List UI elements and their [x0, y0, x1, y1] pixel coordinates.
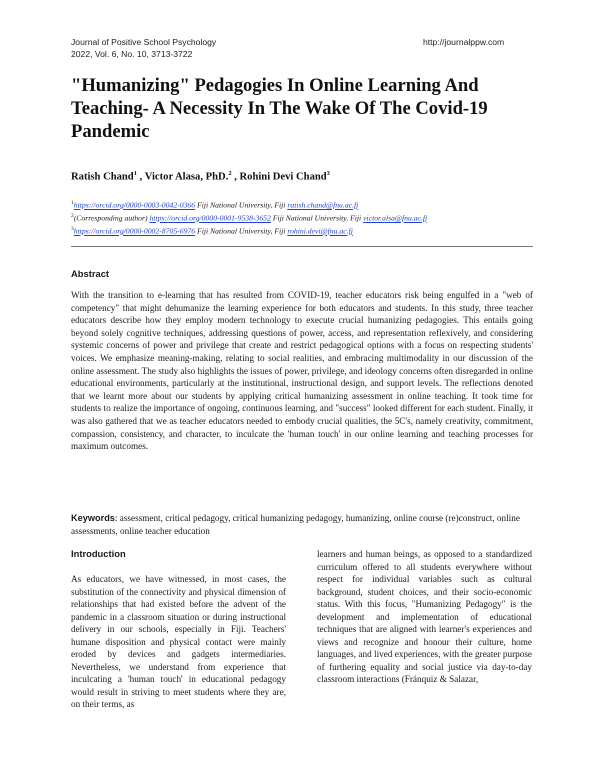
orcid-link-1[interactable]: https://orcid.org/0000-0003-0042-0366 — [73, 200, 196, 210]
author-2-sup: 2 — [228, 170, 232, 177]
abstract-heading: Abstract — [71, 268, 110, 279]
author-list — [71, 170, 330, 183]
author-1: Ratish Chand — [71, 171, 134, 183]
keywords-label: Keywords — [71, 513, 115, 523]
journal-url[interactable]: http://journalppw.com — [423, 37, 505, 47]
section-divider — [71, 246, 533, 247]
keywords-text: : assessment, critical pedagogy, critical humanizing pedagogy, humanizing, online course (re)construct, online assessments, online teacher education — [71, 513, 520, 536]
author-separator: , — [231, 171, 240, 183]
orcid-link-2[interactable]: https://orcid.org/0000-0001-9538-3652 — [149, 213, 271, 223]
affiliation-2 — [71, 211, 427, 224]
paper-title: "Humanizing" Pedagogies In Online Learning And Teaching- A Necessity In The Wake Of The Covid-19 Pandemic — [71, 75, 488, 142]
affiliation-2-prefix: (Corresponding author) — [73, 213, 150, 223]
affiliations — [71, 198, 427, 237]
abstract-text: With the transition to e-learning that has resulted from COVID-19, teacher educators risk being engulfed in a "web of competency" that might dehumanize the learning experience for both educators and students. In this study, three teacher educators describe how they employ modern technology to execute crucial humanizing pedagogies. This entails going beyond solely cognitive techniques, addressing questions of power, access, and representation reflexively, and considering systemic concerns of power and privilege that create and restrict pedagogical options with a focus on respecting students' voices. We emphasize meaning-making, relating to social realities, and embracing multimodality in our discussion of the online assessment. The study also highlights the issues of power, privilege, and ideology concerns often disregarded in online educational environments, particularly at the institutional, instructional design, and support levels. The reflections denoted that we learnt more about our students by applying critical humanizing assessment in online teaching. It took time for students to realize the importance of ongoing, continuous learning, and "success" looked different for each student. Finally, it was also gathered that we as teacher educators needed to embody crucial qualities, the 5C's, namely creativity, commitment, compassion, consistency, and character, to inculcate the 'human touch' in our online learning and teaching processes for maximum outcomes. — [71, 290, 533, 452]
affiliation-3-sup: 3 — [71, 225, 74, 232]
journal-issue: 2022, Vol. 6, No. 10, 3713-3722 — [71, 49, 193, 59]
affiliation-3-institution: Fiji National University, Fiji — [195, 226, 288, 236]
introduction-heading: Introduction — [71, 548, 126, 559]
email-link-1[interactable]: ratish.chand@fnu.ac.fj — [287, 200, 359, 210]
affiliation-2-sup: 2 — [71, 212, 74, 219]
affiliation-1 — [71, 198, 427, 211]
email-link-3[interactable]: rohini.devi@fnu.ac.fj — [287, 226, 353, 236]
affiliation-3 — [71, 224, 427, 237]
author-3-sup: 3 — [326, 170, 330, 177]
author-separator: , — [136, 171, 145, 183]
orcid-link-3[interactable]: https://orcid.org/0000-0002-8705-6976 — [73, 226, 196, 236]
author-3: Rohini Devi Chand — [239, 171, 327, 183]
affiliation-1-institution: Fiji National University, Fiji — [195, 200, 288, 210]
introduction-right-column: learners and human beings, as opposed to a standardized curriculum offered to all students everywhere without respect for individual variables such as cultural background, student choices, and their socio-economic status. With this focus, "Humanizing Pedagogy" is the development and implementation of educational techniques that are aligned with learner's experiences and views and recognize and honour their culture, home languages, and lived experiences, with the greater purpose of furthering equality and social justice via day-to-day classroom interactions (Fránquiz & Salazar, — [317, 549, 532, 684]
affiliation-2-institution: Fiji National University, Fiji — [270, 213, 364, 223]
author-1-sup: 1 — [133, 170, 137, 177]
introduction-left-column: As educators, we have witnessed, in most cases, the substitution of the connectivity and physical dimension of relationships that had existed before the advent of the pandemic in a classroom situation or during instructional delivery in our schools, especially in Fiji. Teachers' humane disposition and physical contact were mainly eroded by devices and gadgets intermediaries. Nevertheless, we understand from experience that inculcating a 'human touch' in educational pedagogy would result in striving to meet students where they are, on their terms, as — [71, 574, 286, 709]
journal-header — [71, 36, 216, 60]
keywords — [71, 512, 533, 537]
journal-name: Journal of Positive School Psychology — [71, 37, 217, 47]
email-link-2[interactable]: victor.alsa@fnu.ac.fj — [363, 213, 428, 223]
author-2: Victor Alasa, PhD. — [144, 171, 229, 183]
affiliation-1-sup: 1 — [71, 200, 74, 206]
